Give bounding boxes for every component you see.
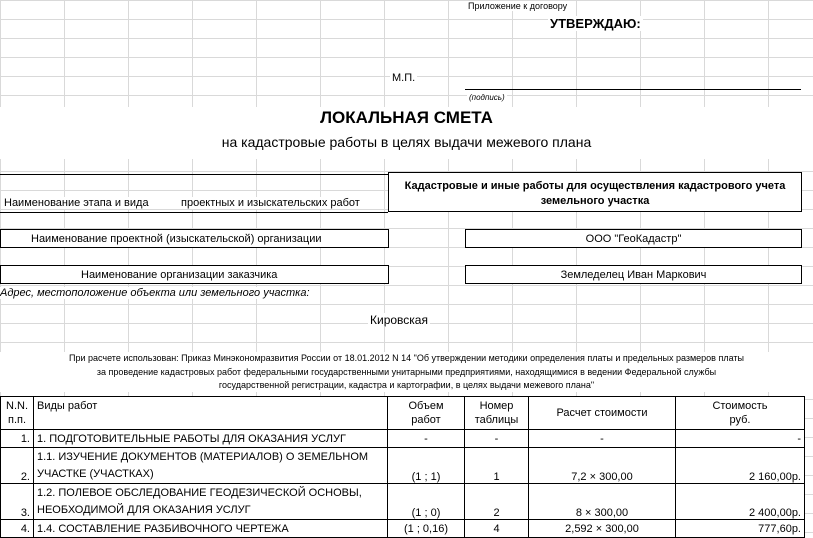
row-work-line1: 1.2. ПОЛЕВОЕ ОБСЛЕДОВАНИЕ ГЕОДЕЗИЧЕСКОЙ ОСНОВЫ,	[37, 486, 362, 499]
row-calc: 8 × 300,00	[529, 484, 676, 520]
row-calc: -	[529, 430, 676, 448]
row-cost: 2 400,00р.	[676, 484, 805, 520]
stage-value-box	[388, 172, 802, 212]
header-cost	[676, 397, 805, 430]
row-work-line1: 1. ПОДГОТОВИТЕЛЬНЫЕ РАБОТЫ ДЛЯ ОКАЗАНИЯ УСЛУГ	[37, 432, 346, 445]
basis-line2: за проведение кадастровых работ федеральными государственными унитарными предприятиями, находящимися в ведении Федеральной службы	[96, 367, 717, 377]
stage-bottom-line	[0, 212, 388, 213]
row-cost: 2 160,00р.	[676, 448, 805, 484]
row-num: 1.	[1, 430, 34, 448]
stage-label-right: проектных и изыскательских работ	[181, 197, 360, 209]
table-row	[1, 484, 805, 520]
stage-value-line1: Кадастровые и иные работы для осуществления кадастрового учета	[404, 180, 786, 192]
header-num-line2: п.п.	[7, 414, 27, 426]
row-volume: (1 ; 1)	[388, 448, 465, 484]
row-cost: 777,60р.	[676, 520, 805, 538]
row-work	[34, 520, 388, 538]
row-work-line2: НЕОБХОДИМОЙ ДЛЯ ОКАЗАНИЯ УСЛУГ	[37, 503, 251, 516]
approve-heading: УТВЕРЖДАЮ:	[550, 16, 641, 31]
header-num-line1: N.N.	[6, 400, 28, 412]
stage-top-line	[0, 174, 388, 175]
header-cost-line2: руб.	[729, 414, 751, 426]
address-value: Кировская	[370, 313, 428, 327]
header-num	[1, 397, 34, 430]
page-subtitle: на кадастровые работы в целях выдачи межевого плана	[221, 134, 592, 150]
customer-value-box	[465, 265, 802, 284]
header-tablenum	[465, 397, 529, 430]
stage-value-line2: земельного участка	[540, 195, 650, 207]
row-num: 3.	[1, 484, 34, 520]
basis-line3: государственной регистрации, кадастра и картографии, в целях выдачи межевого плана"	[218, 380, 595, 390]
header-calc-label: Расчет стоимости	[556, 407, 648, 419]
header-volume	[388, 397, 465, 430]
customer-label: Наименование организации заказчика	[81, 269, 278, 281]
row-tablenum: 1	[465, 448, 529, 484]
row-num: 4.	[1, 520, 34, 538]
header-works	[34, 397, 388, 430]
header-cost-line1: Стоимость	[712, 400, 768, 412]
customer-value: Земледелец Иван Маркович	[560, 269, 707, 281]
estimate-table	[0, 396, 805, 538]
row-work-line2: УЧАСТКЕ (УЧАСТКАХ)	[37, 467, 154, 480]
address-label: Адрес, местоположение объекта или земельного участка:	[0, 287, 310, 299]
table-row	[1, 520, 805, 538]
header-tablenum-line1: Номер	[479, 400, 514, 412]
row-work	[34, 484, 388, 520]
row-volume: (1 ; 0)	[388, 484, 465, 520]
stamp-label: М.П.	[392, 72, 416, 84]
row-cost: -	[676, 430, 805, 448]
page-title: ЛОКАЛЬНАЯ СМЕТА	[320, 108, 493, 127]
header-works-label: Виды работ	[37, 400, 98, 412]
header-volume-line1: Объем	[408, 400, 444, 412]
basis-line1: При расчете использован: Приказ Минэкономразвития России от 18.01.2012 N 14 "Об утверждении методики определения платы и предельных размеров платы	[69, 353, 744, 363]
table-row	[1, 430, 805, 448]
row-calc: 7,2 × 300,00	[529, 448, 676, 484]
header-tablenum-line2: таблицы	[474, 414, 519, 426]
row-num: 2.	[1, 448, 34, 484]
row-tablenum: -	[465, 430, 529, 448]
customer-label-box	[0, 265, 389, 284]
table-header-row	[1, 397, 805, 430]
row-volume: -	[388, 430, 465, 448]
appendix-label: Приложение к договору	[468, 1, 568, 11]
row-work	[34, 448, 388, 484]
signature-line	[465, 89, 801, 90]
stage-label-left: Наименование этапа и вида	[4, 197, 149, 209]
header-volume-line2: работ	[411, 414, 441, 426]
signature-caption: (подпись)	[469, 93, 505, 102]
organization-label: Наименование проектной (изыскательской) организации	[31, 233, 322, 245]
row-work	[34, 430, 388, 448]
row-tablenum: 4	[465, 520, 529, 538]
row-work-line1: 1.1. ИЗУЧЕНИЕ ДОКУМЕНТОВ (МАТЕРИАЛОВ) О ЗЕМЕЛЬНОМ	[37, 450, 369, 463]
organization-label-box	[0, 229, 389, 248]
table-row	[1, 448, 805, 484]
organization-value: ООО "ГеоКадастр"	[585, 233, 682, 245]
row-calc: 2,592 × 300,00	[529, 520, 676, 538]
header-calc	[529, 397, 676, 430]
row-volume: (1 ; 0,16)	[388, 520, 465, 538]
row-work-line1: 1.4. СОСТАВЛЕНИЕ РАЗБИВОЧНОГО ЧЕРТЕЖА	[37, 522, 289, 535]
row-tablenum: 2	[465, 484, 529, 520]
organization-value-box	[465, 229, 802, 248]
